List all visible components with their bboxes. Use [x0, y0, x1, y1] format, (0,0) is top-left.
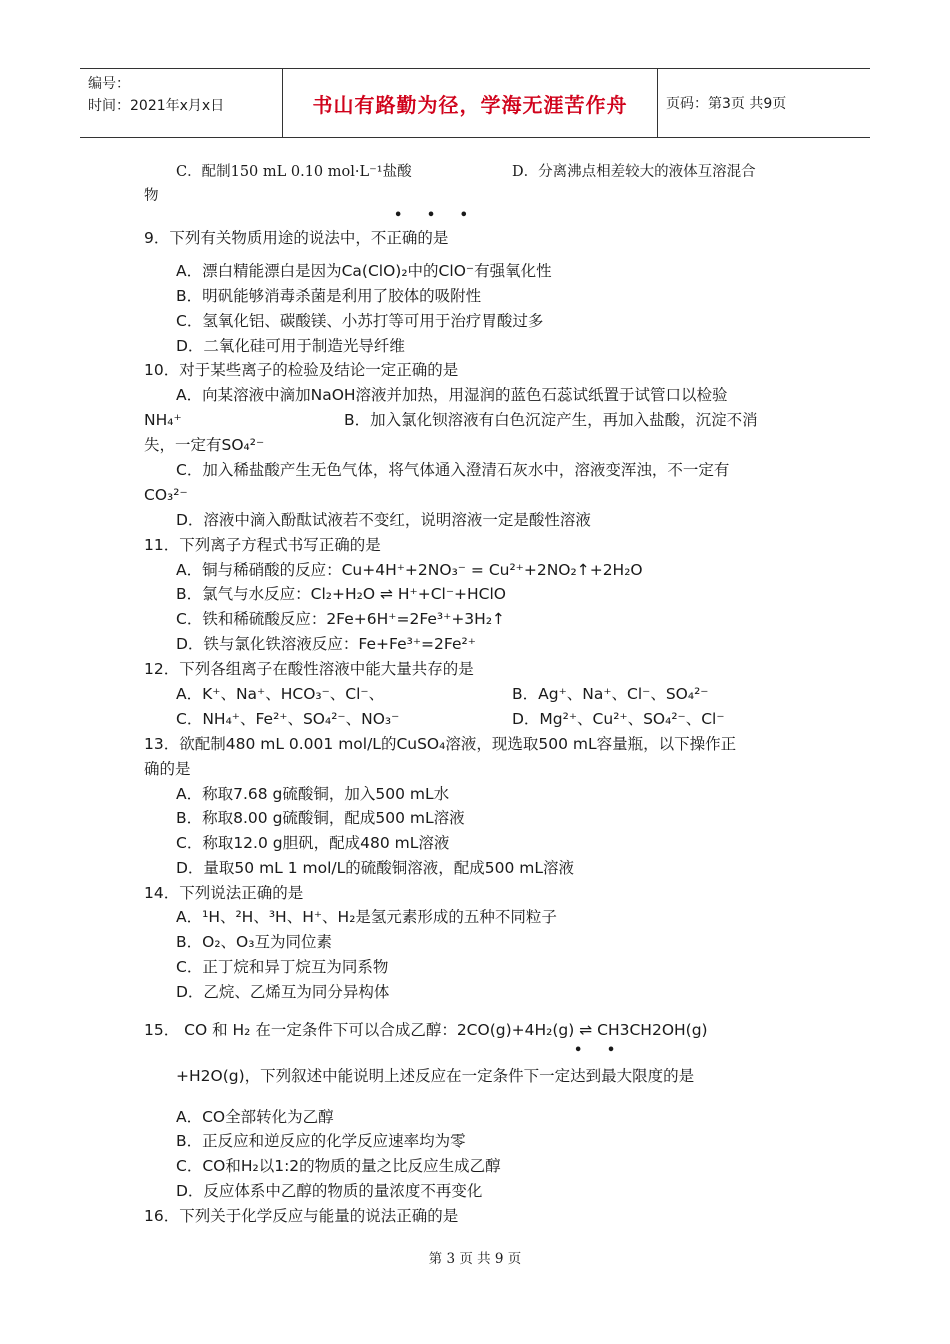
option-8d: D．分离沸点相差较大的液体互溶混合 — [512, 164, 756, 180]
page-footer: 第 3 页 共 9 页 — [428, 1251, 522, 1267]
option-12a: A．K⁺、Na⁺、HCO₃⁻、Cl⁻、 — [176, 685, 385, 703]
page-header — [80, 68, 870, 138]
option-11c: C．铁和稀硫酸反应：2Fe+6H⁺=2Fe³⁺+3H₂↑ — [176, 610, 506, 628]
emphasis-dots-2: • • — [574, 1043, 626, 1058]
option-15b: B．正反应和逆反应的化学反应速率均为零 — [176, 1132, 466, 1150]
option-14c: C．正丁烷和异丁烷互为同系物 — [176, 958, 389, 976]
option-9a: A．漂白精能漂白是因为Ca(ClO)₂中的ClO⁻有强氧化性 — [176, 262, 552, 280]
option-9b: B．明矾能够消毒杀菌是利用了胶体的吸附性 — [176, 287, 482, 305]
option-13d: D．量取50 mL 1 mol/L的硫酸铜溶液，配成500 mL溶液 — [176, 859, 575, 877]
option-8c: C．配制150 mL 0.10 mol·L⁻¹盐酸 — [176, 164, 412, 180]
question-13: 13．欲配制480 mL 0.001 mol/L的CuSO₄溶液，现选取500 mL容量瓶，以下操作正 — [144, 735, 737, 753]
header-meta — [80, 69, 283, 137]
option-12b: B．Ag⁺、Na⁺、Cl⁻、SO₄²⁻ — [512, 685, 709, 703]
number-label: 编号： — [88, 76, 130, 92]
option-14a: A．¹H、²H、³H、H⁺、H₂是氢元素形成的五种不同粒子 — [176, 908, 557, 926]
option-11b: B．氯气与水反应：Cl₂+H₂O ⇌ H⁺+Cl⁻+HClO — [176, 585, 506, 603]
question-9: 9．下列有关物质用途的说法中，不正确的是 — [144, 229, 449, 247]
option-10b-cont: 失，一定有SO₄²⁻ — [144, 436, 265, 454]
option-12c: C．NH₄⁺、Fe²⁺、SO₄²⁻、NO₃⁻ — [176, 710, 400, 728]
option-11a: A．铜与稀硝酸的反应：Cu+4H⁺+2NO₃⁻ = Cu²⁺+2NO₂↑+2H₂O — [176, 561, 643, 579]
header-page-cell — [658, 69, 870, 137]
page-label: 页码：第3页 共9页 — [666, 96, 787, 112]
question-15: 15． CO 和 H₂ 在一定条件下可以合成乙醇：2CO(g)+4H₂(g) ⇌ CH3CH2OH(g) — [144, 1021, 708, 1039]
option-13a: A．称取7.68 g硫酸铜，加入500 mL水 — [176, 785, 450, 803]
option-10d: D．溶液中滴入酚酞试液若不变红，说明溶液一定是酸性溶液 — [176, 511, 591, 529]
option-10a-cont: NH₄⁺ — [144, 411, 182, 429]
option-11d: D．铁与氯化铁溶液反应：Fe+Fe³⁺=2Fe²⁺ — [176, 635, 476, 653]
question-14: 14．下列说法正确的是 — [144, 884, 304, 902]
motto: 书山有路勤为径，学海无涯苦作舟 — [312, 92, 628, 117]
option-9d: D．二氧化硅可用于制造光导纤维 — [176, 337, 405, 355]
option-14d: D．乙烷、乙烯互为同分异构体 — [176, 983, 390, 1001]
time-label: 时间：2021年x月x日 — [88, 98, 225, 114]
option-10c: C．加入稀盐酸产生无色气体，将气体通入澄清石灰水中，溶液变浑浊，不一定有 — [176, 461, 730, 479]
question-10: 10．对于某些离子的检验及结论一定正确的是 — [144, 361, 459, 379]
option-15a: A．CO全部转化为乙醇 — [176, 1108, 334, 1126]
option-10a: A．向某溶液中滴加NaOH溶液并加热，用湿润的蓝色石蕊试纸置于试管口以检验 — [176, 386, 728, 404]
question-12: 12．下列各组离子在酸性溶液中能大量共存的是 — [144, 660, 474, 678]
option-9c: C．氢氧化铝、碳酸镁、小苏打等可用于治疗胃酸过多 — [176, 312, 544, 330]
option-15d: D．反应体系中乙醇的物质的量浓度不再变化 — [176, 1182, 483, 1200]
option-13c: C．称取12.0 g胆矾，配成480 mL溶液 — [176, 834, 450, 852]
option-12d: D．Mg²⁺、Cu²⁺、SO₄²⁻、Cl⁻ — [512, 710, 725, 728]
question-13-cont: 确的是 — [144, 760, 191, 778]
emphasis-dots: • • • — [394, 208, 478, 223]
option-14b: B．O₂、O₃互为同位素 — [176, 933, 332, 951]
option-8d-cont: 物 — [144, 188, 159, 204]
header-motto-cell — [283, 69, 658, 137]
question-11: 11．下列离子方程式书写正确的是 — [144, 536, 381, 554]
question-16: 16．下列关于化学反应与能量的说法正确的是 — [144, 1207, 459, 1225]
option-10c-cont: CO₃²⁻ — [144, 486, 188, 504]
question-15-cont: +H2O(g)，下列叙述中能说明上述反应在一定条件下一定达到最大限度的是 — [176, 1067, 695, 1085]
option-13b: B．称取8.00 g硫酸铜，配成500 mL溶液 — [176, 809, 465, 827]
option-10b: B．加入氯化钡溶液有白色沉淀产生，再加入盐酸，沉淀不消 — [344, 411, 758, 429]
option-15c: C．CO和H₂以1:2的物质的量之比反应生成乙醇 — [176, 1157, 501, 1175]
